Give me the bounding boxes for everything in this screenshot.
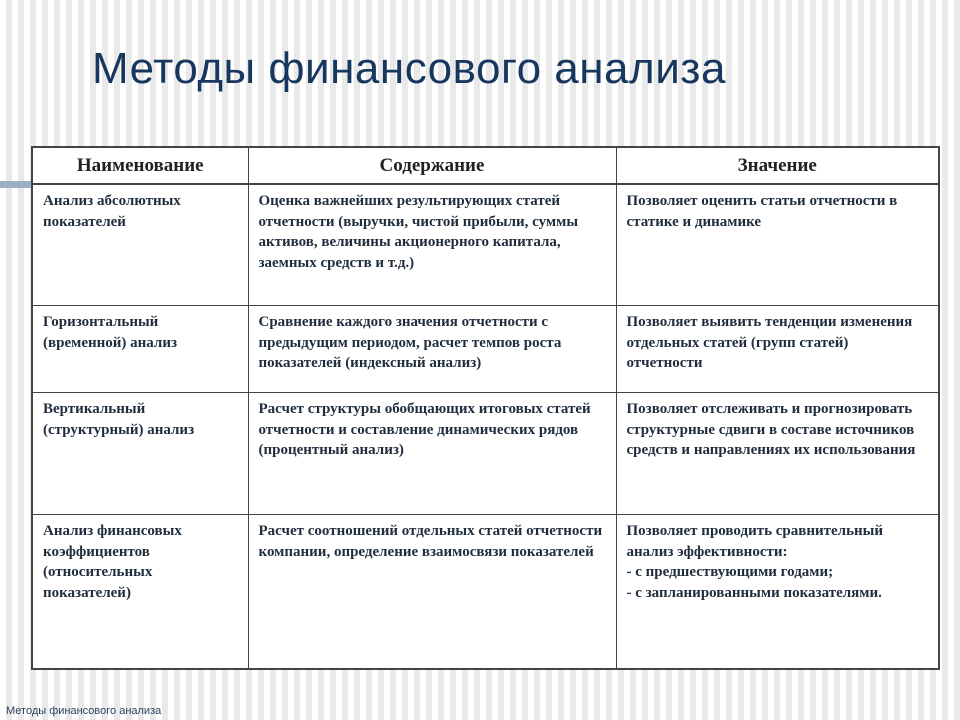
- table-row: [32, 306, 939, 393]
- method-meaning-cell: Позволяет выявить тенденции изменения отдельных статей (групп статей) отчетности: [616, 306, 939, 393]
- table-header-row: [32, 147, 939, 184]
- table-row: [32, 393, 939, 515]
- meaning-intro: Позволяет проводить сравнительный анализ эффективности:: [626, 523, 884, 560]
- header-content: Содержание: [248, 147, 616, 184]
- method-meaning-cell: [616, 515, 939, 670]
- header-name: Наименование: [32, 147, 248, 184]
- method-name-cell: Анализ финансовых коэффициентов (относительных показателей): [32, 515, 248, 670]
- method-name-cell: Горизонтальный (временной) анализ: [32, 306, 248, 393]
- header-meaning: Значение: [616, 147, 939, 184]
- meaning-list-item: - с запланированными показателями.: [626, 584, 882, 601]
- footer-text: Методы финансового анализа: [6, 705, 162, 717]
- page-title: Методы финансового анализа: [92, 44, 726, 93]
- method-name-cell: Анализ абсолютных показателей: [32, 184, 248, 306]
- method-name-cell: Вертикальный (структурный) анализ: [32, 393, 248, 515]
- meaning-list-item: - с предшествующими годами;: [626, 564, 834, 580]
- method-meaning-cell: Позволяет отслеживать и прогнозировать структурные сдвиги в составе источников средств и направлениях их использования: [616, 393, 939, 515]
- table-row: [32, 515, 939, 670]
- method-content-cell: Оценка важнейших результирующих статей отчетности (выручки, чистой прибыли, суммы активов, величины акционерного капитала, заемных средств и т.д.): [248, 184, 616, 306]
- method-content-cell: Сравнение каждого значения отчетности с предыдущим периодом, расчет темпов роста показателей (индексный анализ): [248, 306, 616, 393]
- method-content-cell: Расчет структуры обобщающих итоговых статей отчетности и составление динамических рядов (процентный анализ): [248, 393, 616, 515]
- method-content-cell: Расчет соотношений отдельных статей отчетности компании, определение взаимосвязи показателей: [248, 515, 616, 670]
- method-meaning-cell: Позволяет оценить статьи отчетности в статике и динамике: [616, 184, 939, 306]
- table-row: [32, 184, 939, 306]
- methods-table: [31, 146, 940, 670]
